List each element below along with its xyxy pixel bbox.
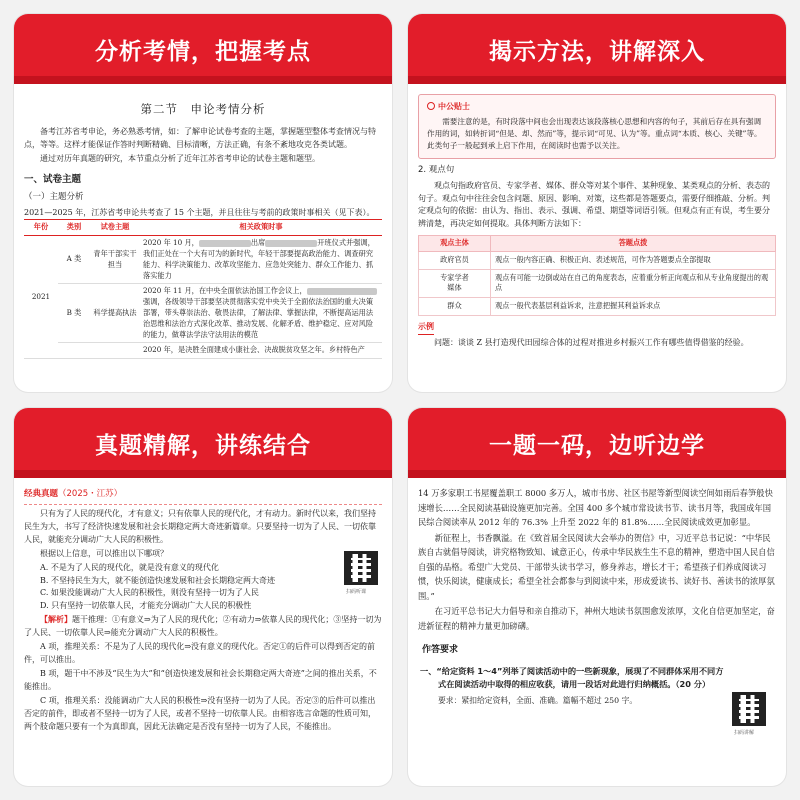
- heading: 一、试卷主题: [24, 173, 82, 185]
- table-row: [24, 284, 382, 343]
- paragraph: 观点句指政府官员、专家学者、媒体、群众等对某个事件、某种现象、某类观点的分析、表态的句子。观点句中往往会包含问题、原因、影响、对策，这些都是答题要点，需要仔细推敲、分析。判定观点句的依据：由认为、指出、表示、强调、希望、期望等词语引领。但观点有正有误，考生要分辨清楚，再决定如何提取。具体判断方法如下：: [418, 180, 770, 229]
- document-page: [24, 486, 382, 786]
- redacted-text: [199, 240, 251, 247]
- table-header-row: [419, 236, 776, 252]
- panel-qr-learning: [408, 408, 786, 786]
- tip-box: [418, 94, 776, 159]
- option-c: C. 如果没能调动广大人民的积极性，则没有坚持一切为了人民: [40, 588, 259, 598]
- redacted-text: [265, 240, 317, 247]
- section-title: 第二节 申论考情分析: [140, 102, 266, 116]
- col-header: 相关政策时事: [140, 220, 382, 236]
- panel-banner: 揭示方法，讲解深入: [408, 14, 786, 84]
- document-page: [418, 486, 776, 786]
- table-row: [24, 236, 382, 284]
- table-row: [419, 269, 776, 298]
- table-cell: A 类: [58, 236, 90, 284]
- paragraph: 问题：谈谈 Z 县打造现代田园综合体的过程对推进乡村振兴工作有哪些值得借鉴的经验。: [434, 337, 749, 347]
- table-cell: [140, 236, 382, 284]
- paragraph: 备考江苏省考申论，务必熟悉考情，如：了解申论试卷考查的主题，掌握题型整体考查情况与特点，等等。这样才能保证作答时判断精确、目标清晰，方法正确，有条不紊地攻克各类试题。: [24, 127, 376, 150]
- analysis-paragraph: B 项，题干中不涉及“民生为大”和“创造快速发展和社会长期稳定两大奇迹”之间的推出关系，不能推出。: [24, 669, 377, 692]
- col-header: 试卷主题: [90, 220, 140, 236]
- analysis-label: 【解析】: [40, 614, 72, 625]
- option-d: D. 只有坚持一切依靠人民，才能充分调动广大人民的积极性: [40, 601, 252, 611]
- table-cell: 专家学者 媒体: [419, 269, 491, 298]
- col-header: 答题点拨: [491, 236, 776, 252]
- table-row: [419, 251, 776, 269]
- table-cell: 观点有可能一边倒或站在自己的角度表态，应着重分析正向观点和从专业角度提出的观点: [491, 269, 776, 298]
- exam-tag: [24, 488, 382, 505]
- subheading: 2. 观点句: [418, 165, 455, 176]
- option-b: B. 不坚持民生为大，就不能创造快速发展和社会长期稳定两大奇迹: [40, 575, 275, 585]
- viewpoint-table: [418, 235, 776, 316]
- subheading: （一）主题分析: [24, 191, 84, 202]
- panel-analysis: [14, 14, 392, 392]
- cell-text: 2020 年 10 月，: [143, 238, 199, 248]
- cell-text: 2020 年 11 月，在中央全面依法治国工作会议上，: [143, 286, 307, 296]
- table-cell: 群众: [419, 298, 491, 316]
- option-a: A. 不是为了人民的现代化，就是没有意义的现代化: [40, 562, 219, 572]
- col-header: 年份: [24, 220, 58, 236]
- panel-banner: 分析考情，把握考点: [14, 14, 392, 84]
- table-row: [24, 343, 382, 359]
- table-row: [419, 298, 776, 316]
- question-prompt: 根据以上信息，可以推出以下哪项？: [40, 548, 168, 558]
- answer-title: 作答要求: [422, 645, 459, 656]
- document-page: [418, 92, 776, 392]
- col-header: 观点主体: [419, 236, 491, 252]
- requirement-text: 要求：紧扣给定资料，全面、准确。篇幅不超过 250 字。: [438, 696, 638, 706]
- analysis-paragraph: [24, 613, 382, 640]
- panel-banner: 真题精解，讲练结合: [14, 408, 392, 478]
- paragraph: 新征程上，书香飘溢。在《致首届全民阅读大会举办的贺信》中，习近平总书记说：“中华民族自古就倡导阅读，讲究格物致知、诚意正心，传承中华民族生生不息的精神，塑造中国人民自信自强的品格。希望广大党员、干部带头读书学习，修身养志，增长才干；希望孩子们养成阅读习惯，快乐阅读，健康成长；希望全社会都参与到阅读中来，形成爱读书、读好书、善读书的浓厚氛围。”: [418, 532, 775, 601]
- analysis-paragraph: A 项，推理关系：不是为了人民的现代化⇒没有意义的现代化。否定①的后件可以得到否定的前件，可以推出。: [24, 642, 376, 665]
- table-cell: 政府官员: [419, 251, 491, 269]
- qr-code-icon[interactable]: [344, 551, 378, 585]
- col-header: 类别: [58, 220, 90, 236]
- question-stem: 只有为了人民的现代化，才有意义；只有依靠人民的现代化，才有动力。新时代以来，我们坚持民生为大，书写了经济快速发展和社会长期稳定两大奇迹新篇章。只要坚持一切为了人民、一切依靠人民，就能充分调动广大人民的积极性。: [24, 508, 376, 544]
- table-cell-year: 2021: [24, 236, 58, 359]
- qr-label: 扫码讲解: [734, 730, 755, 736]
- panel-exam: [14, 408, 392, 786]
- paragraph: 在习近平总书记大力倡导和亲自推动下，神州大地读书氛围愈发浓厚，文化自信更加坚定，奋进新征程的精神力量更加磅礴。: [418, 606, 775, 631]
- exam-tag-label: 经典真题: [24, 489, 59, 499]
- qr-code-icon[interactable]: [732, 692, 766, 726]
- question-text: 一、“给定资料 1～4”列举了阅读活动中的一些新现象，展现了不同群体采用不同方式在阅读活动中取得的相应收获，请用一段话对此进行归纳概括。（20 分）: [420, 665, 724, 690]
- paragraph: 14 万多家职工书屋覆盖职工 8000 多万人，城市书房、社区书屋等新型阅读空间如雨后春笋般快速增长……全民阅读基础设施更加完善。全国 400 多个城市常设读书节、读书月等，我国成年国民综合阅读率从 2012 年的 76.3% 上升至 2022 年的 81.8%……全民阅读成效更加彰显。: [418, 488, 773, 528]
- exam-source: （2025・江苏）: [58, 489, 123, 499]
- table-header-row: [24, 220, 382, 236]
- table-cell: 科学提高执法: [90, 284, 140, 343]
- example-tag: 示例: [418, 321, 434, 335]
- panel-banner: 一题一码，边听边学: [408, 408, 786, 478]
- cell-text: 开班仪式并强调，我们正处在一个大有可为的新时代，年轻干部要提高政治能力、调查研究能力、科学决策能力、改革攻坚能力、应急处突能力、群众工作能力、抓落实能力: [143, 238, 375, 280]
- table-cell: B 类: [58, 284, 90, 343]
- redacted-text: [307, 288, 377, 295]
- table-cell: 观点一般代表基层利益诉求，注意把握其利益诉求点: [491, 298, 776, 316]
- table-cell: 2020 年，是决胜全面建成小康社会、决战脱贫攻坚之年。乡村特色产: [140, 343, 382, 359]
- table-cell: [140, 284, 382, 343]
- paragraph: 2021—2025 年，江苏省考申论共考查了 15 个主题，并且往往与考前的政策时事相关（见下表）。: [24, 207, 375, 217]
- tip-text: 需要注意的是，有时段落中间也会出现表达该段落核心思想和内容的句子，其前后存在具有强调作用的词，如转折词“但是、却、然而”等，提示词“可见、认为”等。重点词“本质、核心、关键”等。此类句子一般起到承上启下作用，在阅读时也需予以关注。: [427, 116, 762, 151]
- table-cell: 观点一般内容正确、积极正向、表述规范，可作为答题要点全部提取: [491, 251, 776, 269]
- topic-table: [24, 219, 382, 359]
- table-cell: [58, 343, 90, 359]
- table-cell: 青年干部实干担当: [90, 236, 140, 284]
- panel-method: [408, 14, 786, 392]
- circle-icon: [427, 102, 435, 110]
- analysis-paragraph: C 项，推理关系：没能调动广大人民的积极性⇒没有坚持一切为了人民。否定③的后件可以推出否定的前件，即或者不坚持一切为了人民，或者不坚持一切依靠人民。由相容选言命题的性质可知，两个肢命题只要有一个为真即真，因此无法确定是否没有坚持一切为了人民，不能推出。: [24, 696, 376, 732]
- qr-label: 扫码听课: [346, 589, 367, 595]
- document-page: [24, 92, 382, 392]
- tip-tag: [427, 101, 470, 114]
- cell-text: 强调，各级领导干部要坚决贯彻落实党中央关于全面依法治国的重大决策部署，带头尊崇法治、敬畏法律，了解法律、掌握法律，不断提高运用法治思维和法治方式深化改革、推动发展、化解矛盾、维护稳定、应对风险的能力，做尊法学法守法用法的模范: [143, 297, 374, 339]
- analysis-text: 题干推理：①有意义⇒为了人民的现代化；②有动力⇒依靠人民的现代化；③坚持一切为了人民、一切依靠人民⇒能充分调动广大人民的积极性。: [24, 615, 382, 638]
- paragraph: 通过对历年真题的研究，本节重点分析了近年江苏省考申论的试卷主题和题型。: [40, 153, 320, 163]
- cell-text: 出席: [250, 238, 266, 248]
- tip-tag-label: 中公贴士: [438, 102, 470, 111]
- table-cell: [90, 343, 140, 359]
